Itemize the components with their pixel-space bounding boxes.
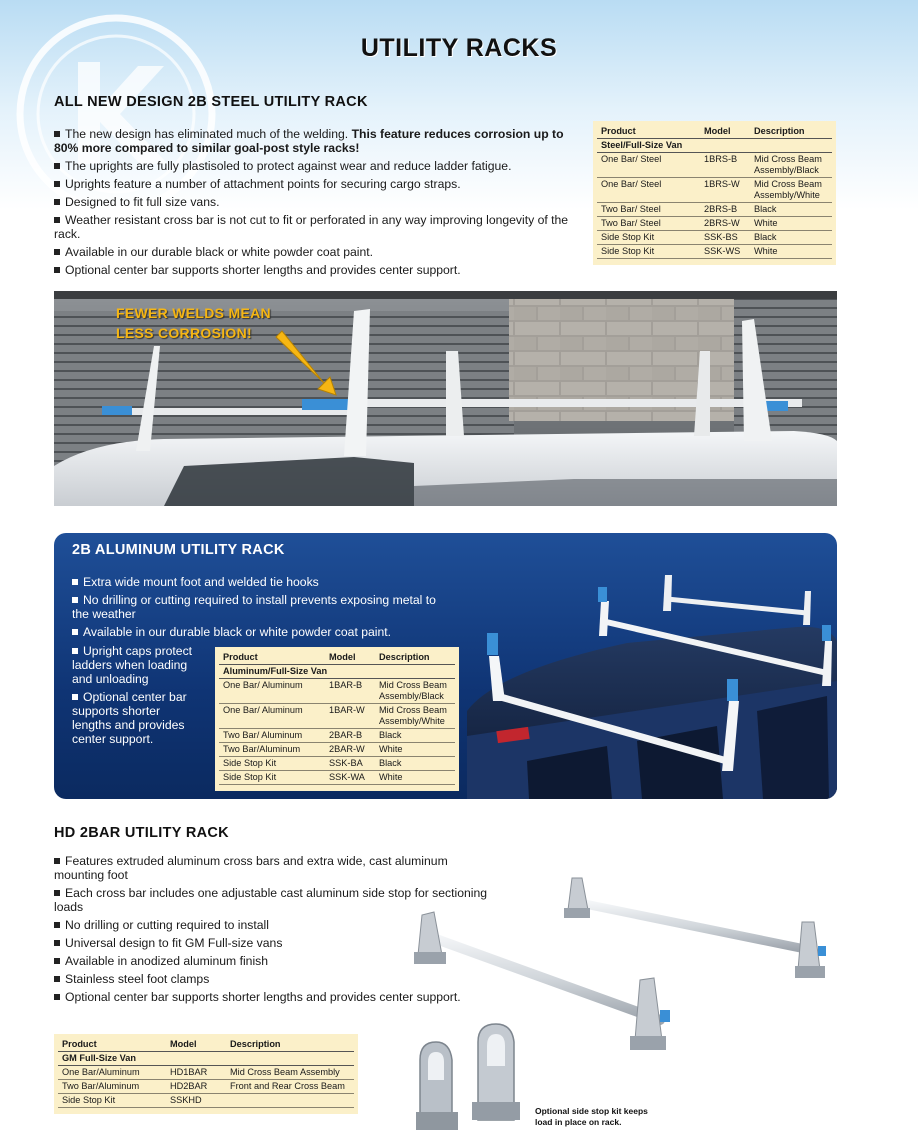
steel-section-title: ALL NEW DESIGN 2B STEEL UTILITY RACK (54, 94, 368, 110)
side-stop-kit-caption: Optional side stop kit keeps load in place on rack. (535, 1106, 648, 1127)
table-row: One Bar/Aluminum HD1BAR Mid Cross Beam Assembly (58, 1066, 354, 1080)
column-header: Product (219, 651, 325, 665)
aluminum-rack-van-photo (467, 561, 837, 799)
table-row: Side Stop Kit SSK-BS Black (597, 231, 832, 245)
column-header: Description (375, 651, 455, 665)
column-header: Description (226, 1038, 354, 1052)
list-item: Uprights feature a number of attachment points for securing cargo straps. (54, 177, 574, 191)
list-item: Stainless steel foot clamps (54, 972, 494, 986)
table-row: Two Bar/ Steel 2BRS-W White (597, 217, 832, 231)
table-row: One Bar/ Steel 1BRS-B Mid Cross Beam Assembly/Black (597, 153, 832, 178)
steel-spec-table-box (593, 121, 836, 265)
aluminum-feature-list (72, 575, 452, 643)
steel-rack-van-photo (54, 291, 837, 506)
steel-feature-list (54, 127, 574, 281)
table-row: Side Stop Kit SSKHD (58, 1094, 354, 1108)
list-item: Available in our durable black or white powder coat paint. (54, 245, 574, 259)
list-item: The uprights are fully plastisoled to protect against wear and reduce ladder fatigue. (54, 159, 574, 173)
aluminum-spec-table (219, 651, 455, 785)
table-row: Two Bar/ Aluminum 2BAR-B Black (219, 729, 455, 743)
table-row: Two Bar/Aluminum 2BAR-W White (219, 743, 455, 757)
side-stop-kit-photo (412, 1020, 527, 1130)
table-group-label: Aluminum/Full-Size Van (219, 665, 455, 679)
table-row: Side Stop Kit SSK-WA White (219, 771, 455, 785)
list-item: Each cross bar includes one adjustable cast aluminum side stop for sectioning loads (54, 886, 488, 914)
table-row: Two Bar/ Steel 2BRS-B Black (597, 203, 832, 217)
list-item: Designed to fit full size vans. (54, 195, 574, 209)
list-item: Upright caps protect ladders when loading and unloading (72, 644, 193, 686)
column-header: Model (700, 125, 750, 139)
table-row: Side Stop Kit SSK-BA Black (219, 757, 455, 771)
list-item: Extra wide mount foot and welded tie hooks (72, 575, 452, 589)
steel-spec-table (597, 125, 832, 259)
list-item: Optional center bar supports shorter lengths and provides center support. (54, 263, 574, 277)
list-item: The new design has eliminated much of the welding. This feature reduces corrosion up to 80% more compared to similar goal-post style racks! (54, 127, 564, 155)
list-item: Weather resistant cross bar is not cut to fit or perforated in any way improving longevity of the rack. (54, 213, 569, 241)
list-item: Universal design to fit GM Full-size vans (54, 936, 494, 950)
table-row: Side Stop Kit SSK-WS White (597, 245, 832, 259)
table-row: Two Bar/Aluminum HD2BAR Front and Rear Cross Beam (58, 1080, 354, 1094)
hd-spec-table (58, 1038, 354, 1108)
aluminum-section-title: 2B ALUMINUM UTILITY RACK (72, 542, 285, 558)
table-row: One Bar/ Aluminum 1BAR-W Mid Cross Beam Assembly/White (219, 704, 455, 729)
table-row: One Bar/ Steel 1BRS-W Mid Cross Beam Assembly/White (597, 178, 832, 203)
list-item: No drilling or cutting required to install prevents exposing metal to the weather (72, 593, 436, 621)
list-item: Available in anodized aluminum finish (54, 954, 494, 968)
column-header: Model (166, 1038, 226, 1052)
column-header: Product (597, 125, 700, 139)
aluminum-feature-list-narrow (72, 644, 202, 750)
list-item: Available in our durable black or white powder coat paint. (72, 625, 452, 639)
corrosion-callout: FEWER WELDS MEAN LESS CORROSION! (116, 305, 271, 341)
list-item: Optional center bar supports shorter lengths and provides center support. (72, 690, 187, 746)
list-item: Features extruded aluminum cross bars and extra wide, cast aluminum mounting foot (54, 854, 448, 882)
table-group-label: Steel/Full-Size Van (597, 139, 832, 153)
aluminum-spec-table-box (215, 647, 459, 791)
aluminum-section-panel (54, 533, 837, 799)
column-header: Model (325, 651, 375, 665)
hd-spec-table-box (54, 1034, 358, 1114)
table-group-label: GM Full-Size Van (58, 1052, 354, 1066)
list-item: No drilling or cutting required to install (54, 918, 494, 932)
column-header: Description (750, 125, 832, 139)
list-item: Optional center bar supports shorter lengths and provides center support. (54, 990, 494, 1004)
column-header: Product (58, 1038, 166, 1052)
hd-section-title: HD 2BAR UTILITY RACK (54, 825, 229, 841)
table-row: One Bar/ Aluminum 1BAR-B Mid Cross Beam Assembly/Black (219, 679, 455, 704)
page-title: UTILITY RACKS (360, 34, 558, 62)
